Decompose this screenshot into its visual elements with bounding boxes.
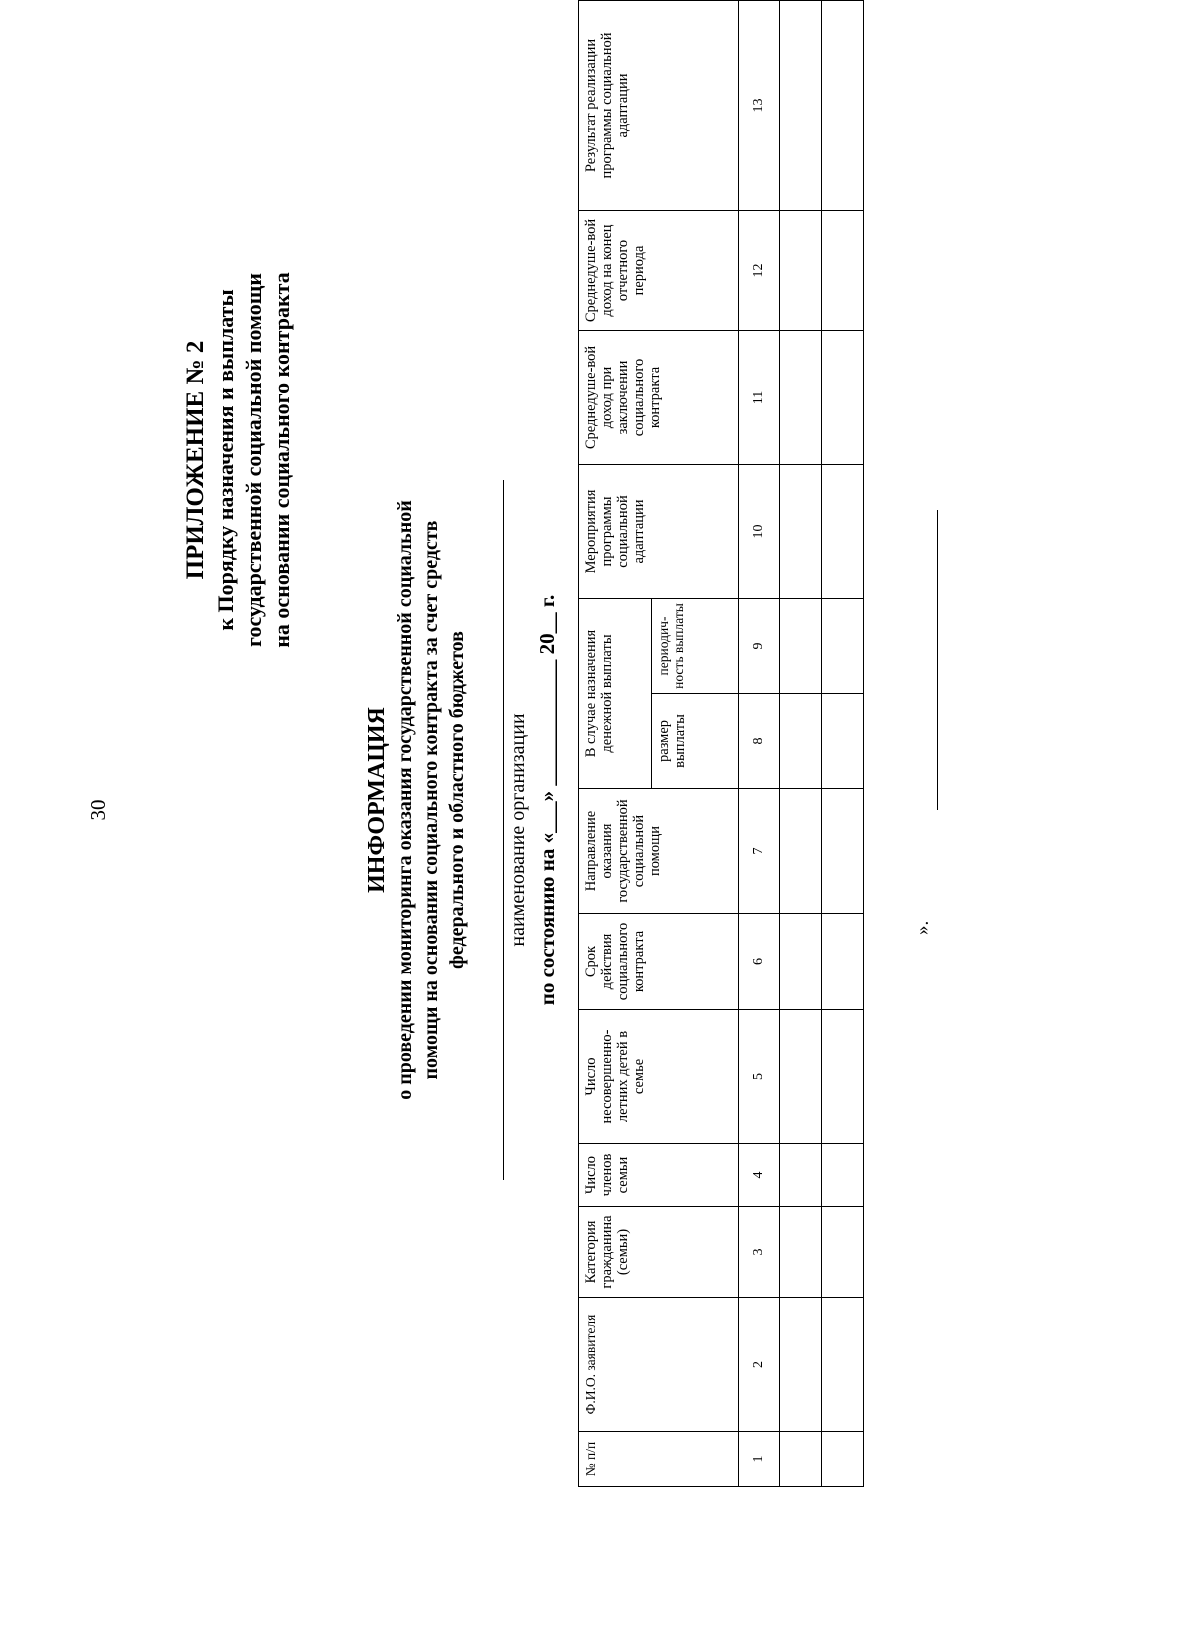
col-header-children: Число несовершенно-летних детей в семье — [579, 1010, 739, 1144]
col-header-income-end: Среднедуше-вой доход на конец отчетного периода — [579, 210, 739, 330]
table-cell — [822, 1432, 864, 1487]
info-header — [362, 250, 470, 1350]
info-line-2: помощи на основании социального контракта за счет средств — [420, 520, 442, 1080]
table-cell — [822, 464, 864, 598]
col-number: 11 — [739, 330, 780, 464]
info-title: ИНФОРМАЦИЯ — [364, 707, 390, 893]
page-number: 30 — [86, 799, 110, 821]
col-header-measures: Мероприятия программы социальной адаптации — [579, 464, 739, 598]
table-cell — [780, 0, 822, 210]
closing-quote: ». — [912, 920, 933, 935]
col-number: 8 — [739, 694, 780, 789]
col-number: 6 — [739, 914, 780, 1010]
signature-line — [937, 510, 938, 810]
table-cell — [780, 330, 822, 464]
col-number: 7 — [739, 789, 780, 914]
col-header-income-start: Среднедуше-вой доход при заключении социального контракта — [579, 330, 739, 464]
table-cell — [822, 694, 864, 789]
col-header-payment-frequency: периодич-ность выплаты — [652, 598, 739, 693]
table-cell — [822, 210, 864, 330]
table-cell — [780, 598, 822, 693]
table-cell — [822, 914, 864, 1010]
table-cell — [780, 1010, 822, 1144]
col-number: 9 — [739, 598, 780, 693]
as-of-date: по состоянию на «___» ____________ 20__ г. — [535, 594, 559, 1006]
col-header-category: Категория гражданина (семьи) — [579, 1207, 739, 1298]
organization-line — [503, 480, 504, 1180]
table-cell — [822, 1207, 864, 1298]
col-number: 12 — [739, 210, 780, 330]
col-header-direction: Направление оказания государственной социальной помощи — [579, 789, 739, 914]
col-header-name: Ф.И.О. заявителя — [579, 1298, 739, 1432]
table-cell — [822, 0, 864, 210]
table-row — [780, 0, 822, 1486]
col-number: 2 — [739, 1298, 780, 1432]
table-cell — [822, 598, 864, 693]
organization-caption: наименование организации — [507, 713, 529, 947]
appendix-header — [180, 50, 296, 870]
table-cell — [822, 1298, 864, 1432]
col-number: 4 — [739, 1144, 780, 1207]
table-cell — [780, 464, 822, 598]
col-header-family-size: Число членов семьи — [579, 1144, 739, 1207]
table-cell — [822, 1010, 864, 1144]
table-cell — [780, 789, 822, 914]
col-header-cash-payment: В случае назначения денежной выплаты — [579, 598, 652, 788]
info-line-3: федерального и областного бюджетов — [446, 631, 468, 969]
table-cell — [780, 1432, 822, 1487]
col-header-payment-amount: размер выплаты — [652, 694, 739, 789]
table-cell — [780, 914, 822, 1010]
table-row — [822, 0, 864, 1486]
col-number: 13 — [739, 0, 780, 210]
table-cell — [780, 694, 822, 789]
monitoring-table — [578, 0, 864, 1487]
col-number: 10 — [739, 464, 780, 598]
table-cell — [822, 330, 864, 464]
col-number: 3 — [739, 1207, 780, 1298]
table-cell — [780, 1144, 822, 1207]
table-cell — [822, 1144, 864, 1207]
appendix-line-3: на основании социального контракта — [269, 272, 294, 648]
table-cell — [822, 789, 864, 914]
header-row — [579, 0, 652, 1486]
col-header-result: Результат реализации программы социальной адаптации — [579, 0, 739, 210]
col-number: 1 — [739, 1432, 780, 1487]
col-header-number: № п/п — [579, 1432, 739, 1487]
col-header-contract-term: Срок действия социального контракта — [579, 914, 739, 1010]
appendix-line-2: государственной социальной помощи — [241, 273, 266, 647]
appendix-title: ПРИЛОЖЕНИЕ № 2 — [182, 340, 209, 580]
appendix-line-1: к Порядку назначения и выплаты — [213, 289, 238, 631]
table-cell — [780, 1298, 822, 1432]
table-cell — [780, 1207, 822, 1298]
table-cell — [780, 210, 822, 330]
info-line-1: о проведении мониторинга оказания государственной социальной — [394, 500, 416, 1100]
column-numbers-row — [739, 0, 780, 1486]
col-number: 5 — [739, 1010, 780, 1144]
